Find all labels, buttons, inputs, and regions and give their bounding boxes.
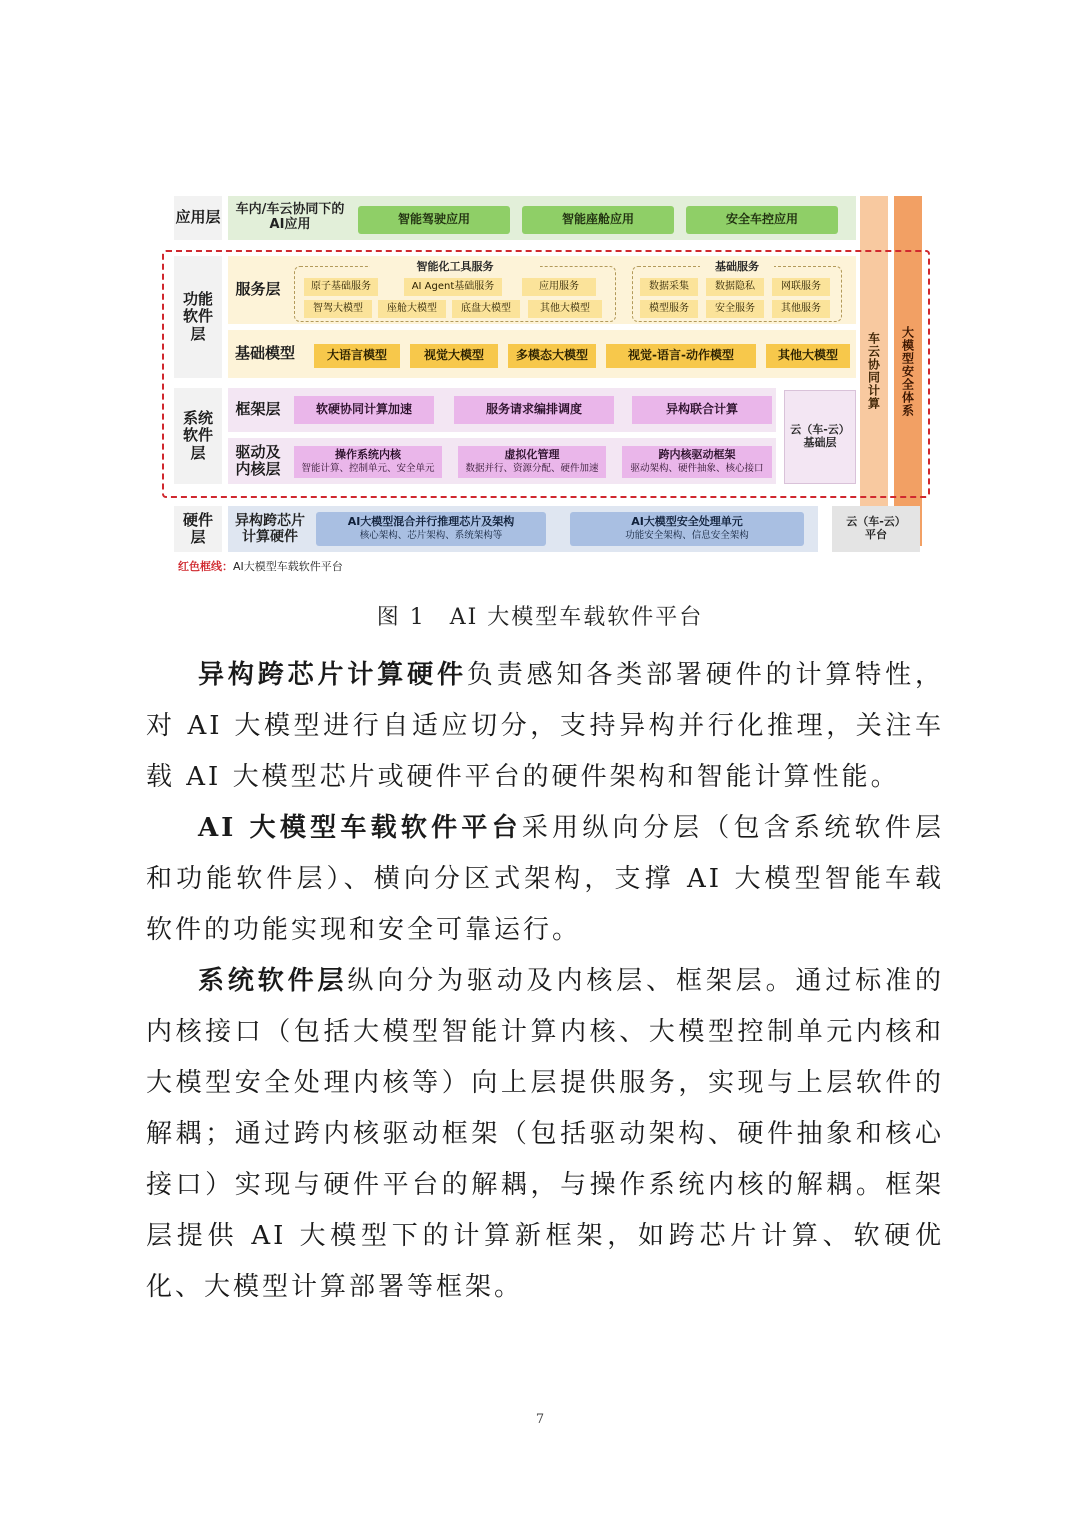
kernel-label [230, 440, 286, 482]
legend-key: 红色框线： [178, 560, 233, 573]
kernel-item-sub: 驱动架构、硬件抽象、核心接口 [630, 462, 764, 474]
framework-item: 软硬协同计算加速 [294, 396, 434, 424]
hardware-layer-label-text: 硬件层 [182, 510, 213, 546]
app-layer-title: 车内/车云协同下的AI应用 [235, 202, 345, 232]
kernel-item-virt [458, 446, 606, 478]
hardware-item-title: AI大模型混合并行推理芯片及架构 [347, 515, 515, 529]
paragraph [146, 956, 944, 1313]
page-number: 7 [535, 1412, 545, 1427]
model-vision: 视觉大模型 [410, 344, 498, 368]
app-safety-control: 安全车控应用 [686, 206, 838, 234]
kernel-item-sub: 数据并行、资源分配、硬件加速 [465, 462, 599, 474]
kernel-label-text: 驱动及内核层 [235, 442, 281, 478]
model-multimodal: 多模态大模型 [508, 344, 596, 368]
body-text [146, 650, 944, 1313]
framework-item: 服务请求编排调度 [454, 396, 614, 424]
kernel-item-title: 虚拟化管理 [504, 448, 560, 462]
base-item: 网联服务 [772, 278, 830, 296]
diagram-legend [178, 558, 578, 576]
base-model-label: 基础模型 [234, 344, 295, 363]
paragraph-lead: AI 大模型车载软件平台 [198, 813, 522, 843]
tool-service-title: 智能化工具服务 [370, 260, 540, 274]
side-bar-safety: 大模型安全体系 [894, 196, 922, 546]
tool-item: 原子基础服务 [304, 278, 378, 296]
cloud-base-layer [784, 390, 856, 484]
kernel-item-title: 操作系统内核 [335, 448, 401, 462]
paragraph-text: 采用纵向分层（包含系统软件层和功能软件层）、横向分区式架构，支撑 AI 大模型智能车载软件的功能实现和安全可靠运行。 [146, 813, 944, 945]
hardware-item-safety [570, 512, 804, 546]
system-layer-label [174, 388, 222, 484]
kernel-item-os [294, 446, 442, 478]
paragraph [146, 650, 944, 803]
cloud-base-layer-text: 云（车-云）基础层 [790, 423, 850, 449]
architecture-diagram [170, 192, 930, 582]
tool-item: 应用服务 [522, 278, 596, 296]
tool-item: 其他大模型 [528, 300, 602, 318]
framework-item: 异构联合计算 [632, 396, 772, 424]
framework-label: 框架层 [235, 400, 281, 419]
base-item: 模型服务 [640, 300, 698, 318]
hardware-title [230, 508, 310, 550]
cloud-platform [832, 506, 920, 552]
hardware-item-sub: 功能安全架构、信息安全架构 [625, 529, 749, 541]
kernel-item-sub: 智能计算、控制单元、安全单元 [301, 462, 435, 474]
paragraph [146, 803, 944, 956]
paragraph-lead: 系统软件层 [198, 966, 348, 996]
function-layer-label [174, 256, 222, 378]
service-layer-label: 服务层 [235, 280, 281, 299]
tool-item: 座舱大模型 [378, 300, 446, 318]
app-smart-driving: 智能驾驶应用 [358, 206, 510, 234]
hardware-item-sub: 核心架构、芯片架构、系统架构等 [359, 529, 503, 541]
base-item: 数据隐私 [706, 278, 764, 296]
figure-caption: 图 1 AI 大模型车载软件平台 [376, 605, 704, 630]
base-service-title: 基础服务 [700, 260, 774, 274]
kernel-item-title: 跨内核驱动框架 [658, 448, 736, 462]
base-item: 数据采集 [640, 278, 698, 296]
kernel-item-driver [622, 446, 772, 478]
hardware-item-title: AI大模型安全处理单元 [631, 515, 743, 529]
hardware-title-text: 异构跨芯片计算硬件 [235, 512, 305, 545]
base-item: 安全服务 [706, 300, 764, 318]
model-other: 其他大模型 [766, 344, 850, 368]
hardware-item-chip [316, 512, 546, 546]
app-smart-cockpit: 智能座舱应用 [522, 206, 674, 234]
cloud-platform-text: 云（车-云）平台 [846, 515, 906, 541]
tool-item: AI Agent基础服务 [404, 278, 502, 296]
model-vla: 视觉-语言-动作模型 [606, 344, 756, 368]
model-llm: 大语言模型 [314, 344, 400, 368]
system-layer-label-text: 系统软件层 [182, 409, 213, 462]
side-bar-cloud-collab: 车云协同计算 [860, 196, 888, 546]
base-item: 其他服务 [772, 300, 830, 318]
tool-item: 底盘大模型 [452, 300, 520, 318]
paragraph-text: 纵向分为驱动及内核层、框架层。通过标准的内核接口（包括大模型智能计算内核、大模型控制单元内核和大模型安全处理内核等）向上层提供服务，实现与上层软件的解耦；通过跨内核驱动框架（包括驱动架构、硬件抽象和核心接口）实现与硬件平台的解耦，与操作系统内核的解耦。框架层提供 AI 大模型下的计算新框架，如跨芯片计算、软硬优化、大模型计算部署等框架。 [146, 966, 944, 1302]
paragraph-text: 负责感知各类部署硬件的计算特性，对 AI 大模型进行自适应切分，支持异构并行化推理，关注车载 AI 大模型芯片或硬件平台的硬件架构和智能计算性能。 [146, 660, 944, 792]
tool-item: 智驾大模型 [304, 300, 372, 318]
app-layer-label: 应用层 [174, 196, 222, 240]
function-layer-label-text: 功能软件层 [182, 290, 213, 343]
legend-text: AI大模型车载软件平台 [233, 560, 343, 573]
hardware-layer-label [174, 506, 222, 552]
paragraph-lead: 异构跨芯片计算硬件 [198, 660, 467, 690]
